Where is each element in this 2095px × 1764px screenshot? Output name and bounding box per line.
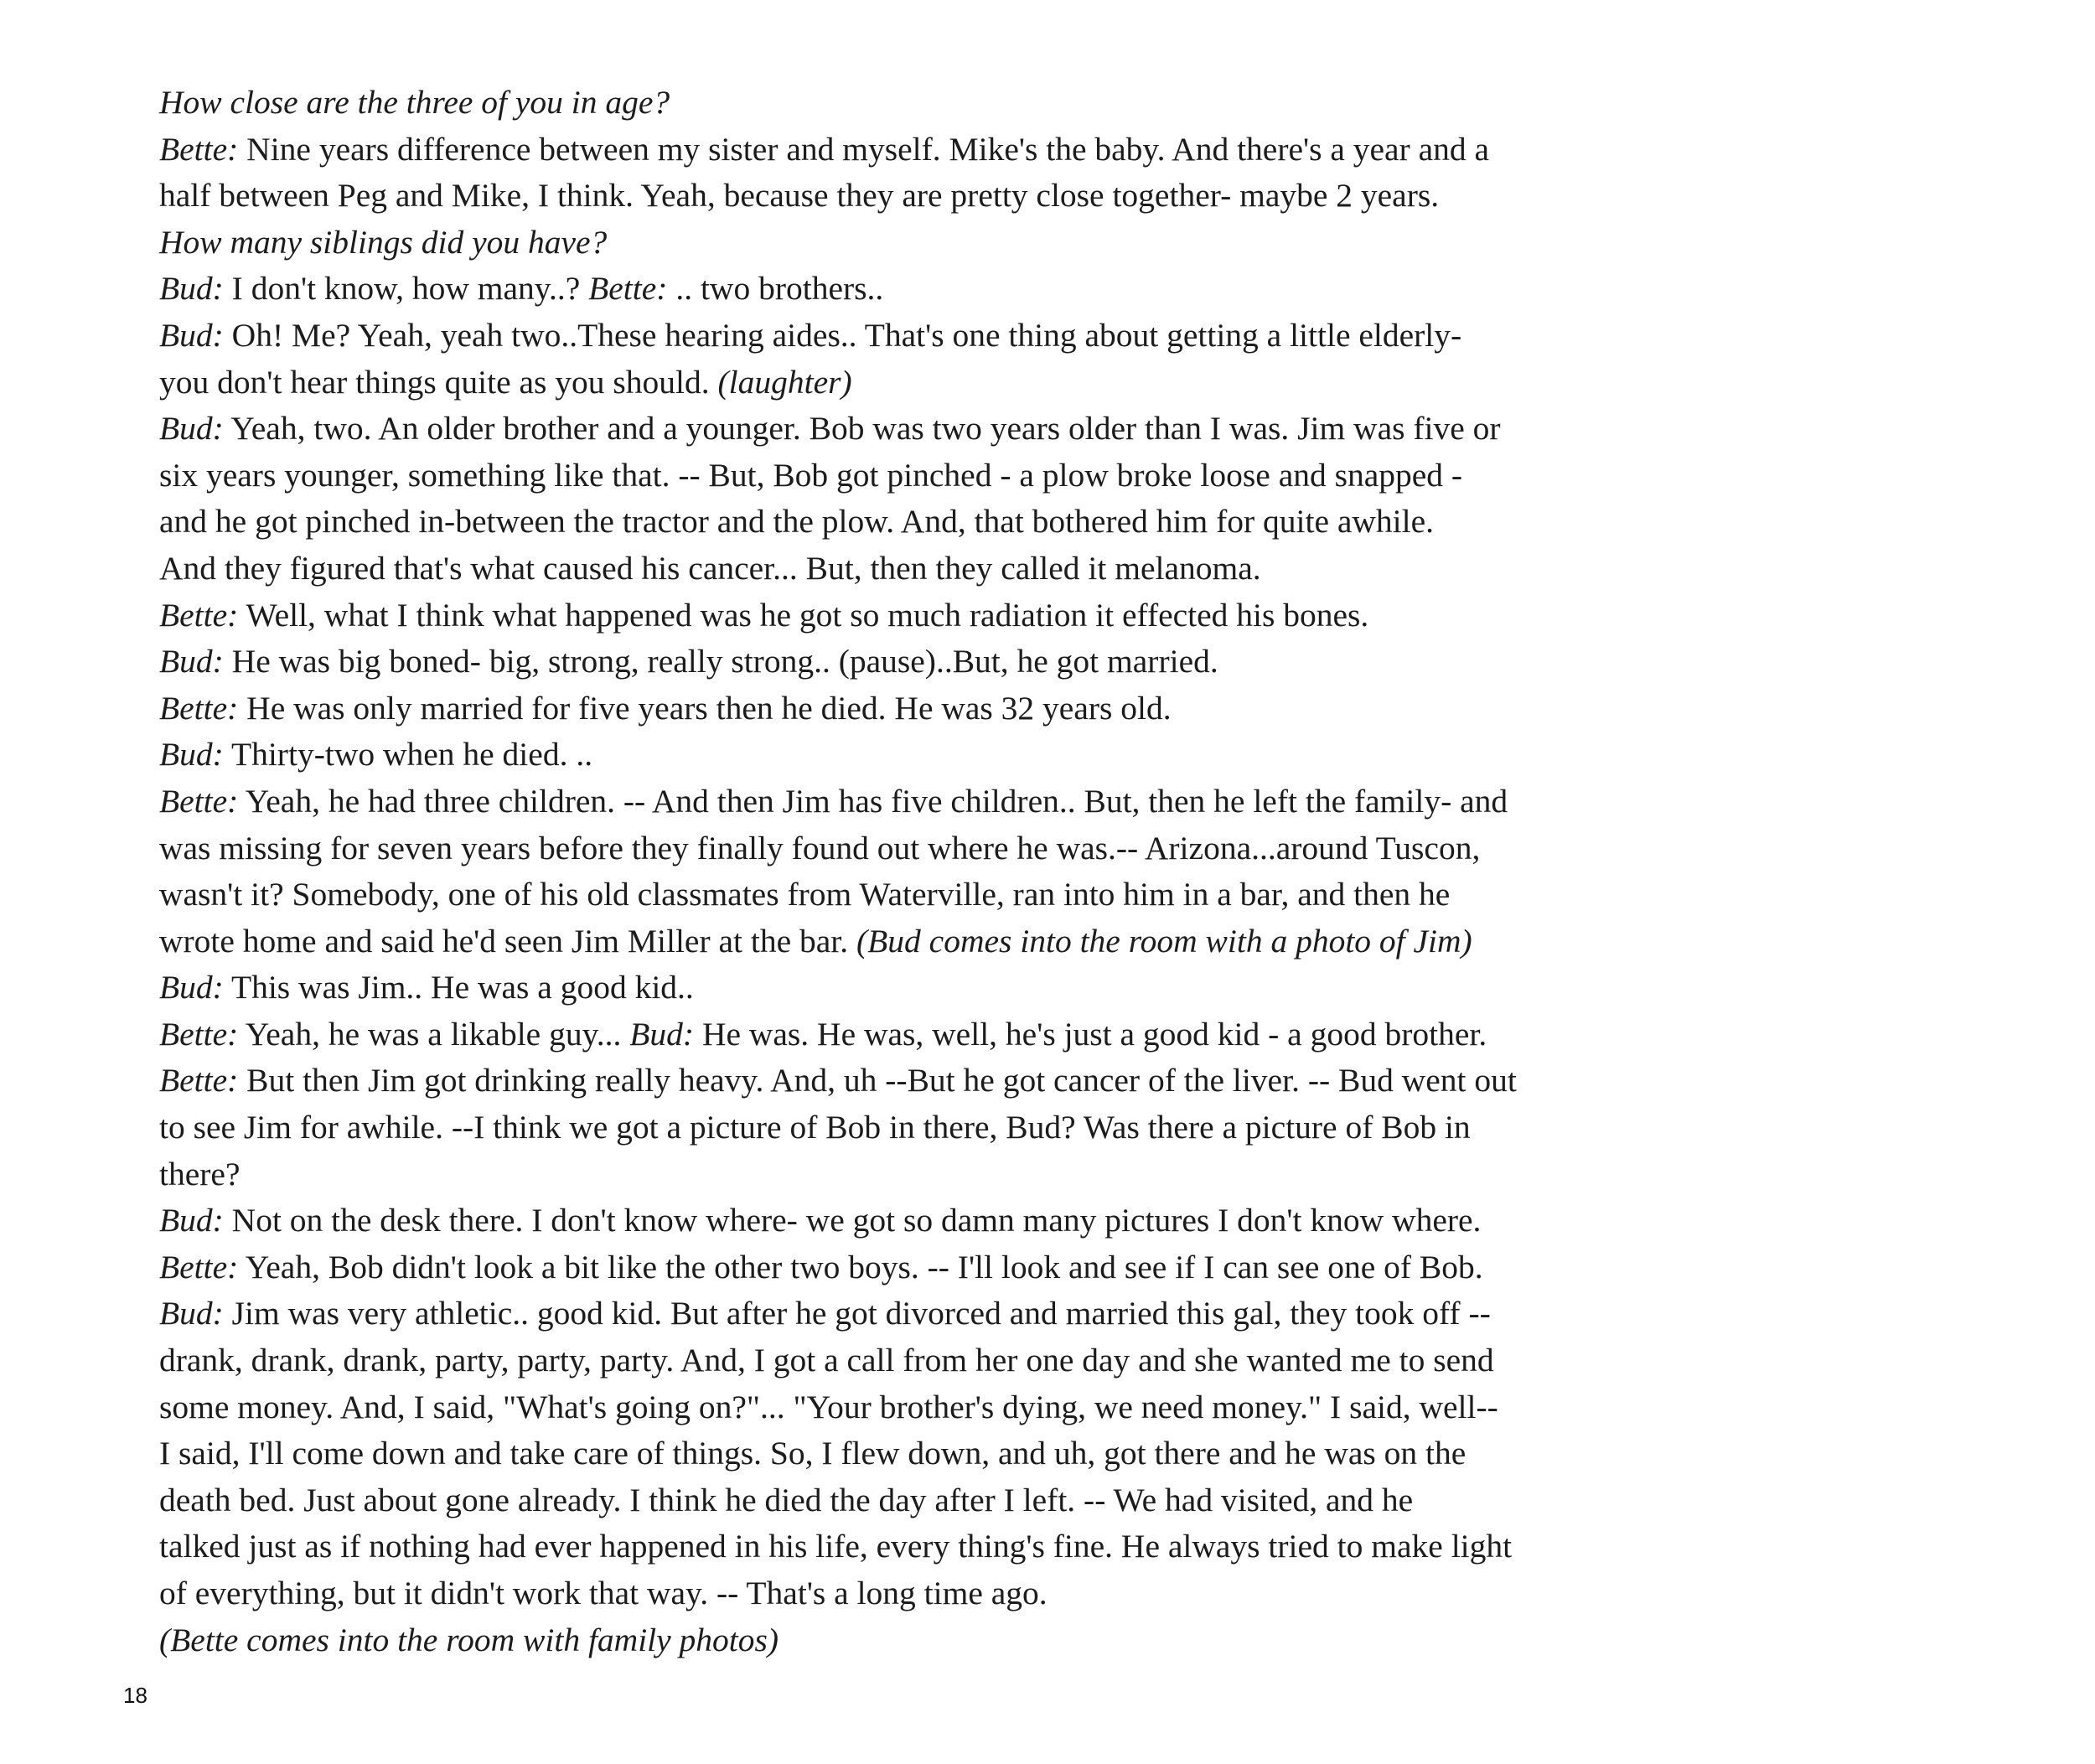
line-text: He was only married for five years then he died. He was 32 years old. xyxy=(238,689,1172,727)
line-text: He was. He was, well, he's just a good kid - a good brother. xyxy=(694,1015,1487,1053)
line-text: But then Jim got drinking really heavy. And, uh --But he got cancer of the liver. -- Bud went out xyxy=(238,1062,1517,1099)
line-text: drank, drank, drank, party, party, party. And, I got a call from her one day and she wanted me to send xyxy=(159,1342,1494,1379)
italic-text: Bette: xyxy=(159,1015,239,1053)
transcript-line xyxy=(159,1198,1953,1244)
line-text: was missing for seven years before they finally found out where he was.-- Arizona...around Tuscon, xyxy=(159,829,1481,866)
line-text: Not on the desk there. I don't know where- we got so damn many pictures I don't know where. xyxy=(223,1202,1482,1239)
transcript-line xyxy=(159,639,1953,685)
transcript-line xyxy=(159,965,1953,1011)
line-text: death bed. Just about gone already. I think he died the day after I left. -- We had visited, and he xyxy=(159,1481,1414,1518)
italic-text: Bud: xyxy=(159,736,224,773)
page-number: 18 xyxy=(123,1683,147,1708)
line-text: I don't know, how many..? xyxy=(223,270,589,308)
line-text: Yeah, he was a likable guy... xyxy=(238,1015,630,1053)
transcript-line xyxy=(159,453,1953,499)
transcript-line xyxy=(159,918,1953,965)
italic-text: Bud: xyxy=(159,410,224,447)
transcript-body xyxy=(159,80,1953,1663)
transcript-line xyxy=(159,1384,1953,1431)
transcript-line xyxy=(159,592,1953,639)
line-text: six years younger, something like that. -- But, Bob got pinched - a plow broke loose and snapped - xyxy=(159,456,1463,494)
transcript-line xyxy=(159,1617,1953,1664)
transcript-line xyxy=(159,173,1953,220)
transcript-line xyxy=(159,313,1953,360)
transcript-line xyxy=(159,1011,1953,1058)
line-text: Yeah, Bob didn't look a bit like the other two boys. -- I'll look and see if I can see one of Bob. xyxy=(238,1248,1483,1285)
transcript-line xyxy=(159,1104,1953,1151)
transcript-line xyxy=(159,80,1953,127)
line-text: I said, I'll come down and take care of things. So, I flew down, and uh, got there and he was on the xyxy=(159,1435,1466,1472)
transcript-line xyxy=(159,220,1953,266)
italic-text: How many siblings did you have? xyxy=(159,223,608,261)
line-text: wasn't it? Somebody, one of his old classmates from Waterville, ran into him in a bar, and then he xyxy=(159,876,1451,913)
line-text: Nine years difference between my sister and myself. Mike's the baby. And there's a year and a xyxy=(238,130,1490,168)
transcript-line xyxy=(159,1477,1953,1524)
line-text: there? xyxy=(159,1155,241,1192)
transcript-line xyxy=(159,266,1953,313)
italic-text: Bette: xyxy=(588,270,668,308)
italic-text: (Bud comes into the room with a photo of Jim) xyxy=(856,922,1472,960)
transcript-line xyxy=(159,1337,1953,1384)
italic-text: Bud: xyxy=(159,316,224,354)
transcript-line xyxy=(159,1244,1953,1291)
line-text: This was Jim.. He was a good kid.. xyxy=(223,969,694,1006)
transcript-line xyxy=(159,872,1953,918)
transcript-line xyxy=(159,685,1953,732)
line-text: And they figured that's what caused his cancer... But, then they called it melanoma. xyxy=(159,549,1261,587)
transcript-line xyxy=(159,546,1953,592)
italic-text: Bud: xyxy=(159,643,224,680)
line-text: Well, what I think what happened was he got so much radiation it effected his bones. xyxy=(238,596,1369,634)
italic-text: Bud: xyxy=(159,1202,224,1239)
italic-text: Bette: xyxy=(159,1062,239,1099)
line-text: to see Jim for awhile. --I think we got a picture of Bob in there, Bud? Was there a picture of Bob in xyxy=(159,1109,1471,1146)
italic-text: (laughter) xyxy=(717,363,852,401)
transcript-line xyxy=(159,1058,1953,1104)
italic-text: (Bette comes into the room with family photos) xyxy=(159,1621,779,1658)
line-text: Oh! Me? Yeah, yeah two..These hearing aides.. That's one thing about getting a little elderly- xyxy=(223,316,1462,354)
transcript-line xyxy=(159,1570,1953,1617)
line-text: .. two brothers.. xyxy=(667,270,884,308)
transcript-line xyxy=(159,360,1953,406)
line-text: and he got pinched in-between the tractor and the plow. And, that bothered him for quite awhile. xyxy=(159,503,1435,541)
transcript-line xyxy=(159,1291,1953,1337)
transcript-line xyxy=(159,1430,1953,1477)
transcript-line xyxy=(159,779,1953,825)
line-text: Yeah, he had three children. -- And then Jim has five children.. But, then he left the family- and xyxy=(238,782,1508,820)
italic-text: Bette: xyxy=(159,689,239,727)
line-text: of everything, but it didn't work that way. -- That's a long time ago. xyxy=(159,1575,1048,1611)
italic-text: Bette: xyxy=(159,782,239,820)
transcript-line xyxy=(159,499,1953,546)
line-text: some money. And, I said, "What's going on?"... "Your brother's dying, we need money." I said, well-- xyxy=(159,1388,1498,1425)
italic-text: Bette: xyxy=(159,596,239,634)
line-text: talked just as if nothing had ever happened in his life, every thing's fine. He always tried to make light xyxy=(159,1528,1513,1565)
transcript-line xyxy=(159,1151,1953,1198)
transcript-line xyxy=(159,127,1953,173)
italic-text: Bette: xyxy=(159,130,239,168)
italic-text: Bud: xyxy=(159,270,224,308)
transcript-line xyxy=(159,825,1953,872)
line-text: wrote home and said he'd seen Jim Miller at the bar. xyxy=(159,922,857,960)
italic-text: Bud: xyxy=(629,1015,695,1053)
line-text: half between Peg and Mike, I think. Yeah, because they are pretty close together- maybe 2 years. xyxy=(159,177,1440,215)
transcript-line xyxy=(159,406,1953,453)
italic-text: Bud: xyxy=(159,1295,224,1332)
line-text: Yeah, two. An older brother and a younger. Bob was two years older than I was. Jim was five or xyxy=(223,410,1501,447)
italic-text: How close are the three of you in age? xyxy=(159,84,670,121)
line-text: Jim was very athletic.. good kid. But after he got divorced and married this gal, they took off -- xyxy=(223,1295,1491,1332)
italic-text: Bette: xyxy=(159,1248,239,1285)
line-text: Thirty-two when he died. .. xyxy=(223,736,593,773)
transcript-line xyxy=(159,1523,1953,1570)
transcript-line xyxy=(159,732,1953,779)
italic-text: Bud: xyxy=(159,969,224,1006)
line-text: you don't hear things quite as you should. xyxy=(159,363,718,401)
line-text: He was big boned- big, strong, really strong.. (pause)..But, he got married. xyxy=(223,643,1218,680)
